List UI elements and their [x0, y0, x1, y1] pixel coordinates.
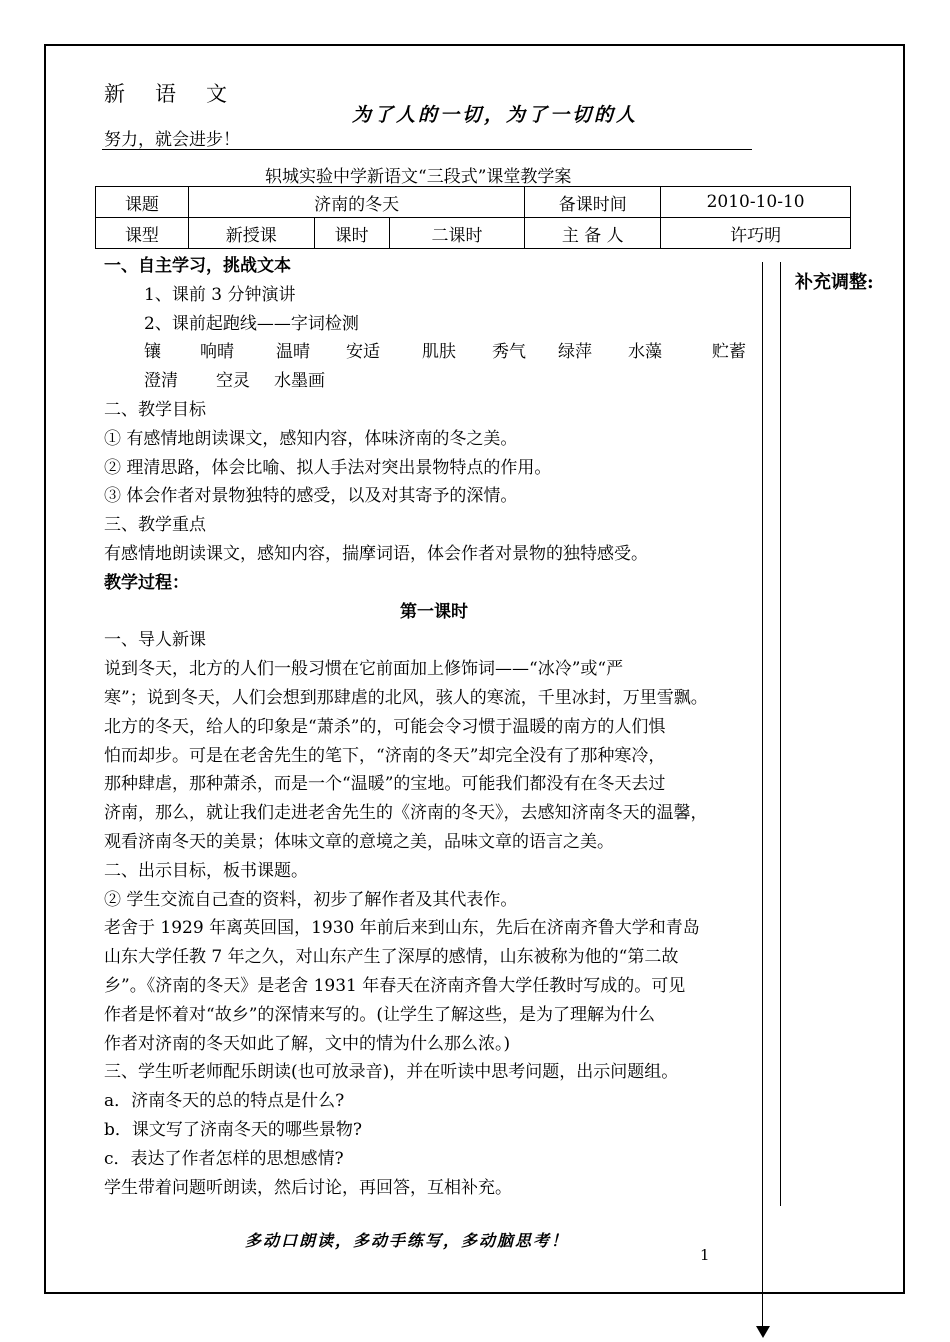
page-number: 1 — [700, 1246, 710, 1264]
lesson-body — [104, 252, 764, 1202]
header-divider — [102, 149, 752, 150]
header-name: 新语文 — [104, 82, 257, 106]
arrow-down-icon — [756, 1326, 770, 1338]
vocab-row-1 — [104, 338, 764, 367]
vocab-word: 空灵 — [216, 371, 250, 392]
intro-line: 观看济南冬天的美景；体味文章的意境之美，品味文章的语言之美。 — [104, 831, 614, 852]
step-2-item: ② 学生交流自己查的资料，初步了解作者及其代表作。 — [104, 889, 518, 910]
goal-1: ① 有感情地朗读课文，感知内容，体味济南的冬之美。 — [104, 428, 518, 449]
vocab-word: 镶 — [144, 342, 161, 363]
header-effort: 努力，就会进步！ — [104, 130, 240, 150]
vocab-word: 水藻 — [628, 342, 662, 363]
author-line: 作者是怀着对“故乡”的深情来写的。(让学生了解这些，是为了理解为什么 — [104, 1004, 656, 1025]
info-row-2 — [96, 218, 851, 249]
process-title: 教学过程： — [104, 572, 189, 593]
vocab-row-2 — [104, 367, 764, 396]
info-row-1 — [96, 187, 851, 218]
section-1-item-1: 1、课前 3 分钟演讲 — [144, 284, 296, 305]
topic-label: 课题 — [96, 187, 189, 218]
vocab-word: 秀气 — [492, 342, 526, 363]
author-line: 山东大学任教 7 年之久，对山东产生了深厚的感情，山东被称为他的“第二故 — [104, 947, 679, 968]
intro-line: 那种肆虐，那种萧杀，而是一个“温暖”的宝地。可能我们都没有在冬天去过 — [104, 774, 666, 795]
goal-2: ② 理清思路，体会比喻、拟人手法对突出景物特点的作用。 — [104, 457, 552, 478]
prep-time-value: 2010-10-10 — [661, 187, 851, 218]
vocab-word: 澄清 — [144, 371, 178, 392]
type-label: 课型 — [96, 218, 189, 249]
vocab-word: 贮蓄 — [712, 342, 746, 363]
intro-line: 北方的冬天，给人的印象是“萧杀”的，可能会令习惯于温暖的南方的人们惧 — [104, 716, 666, 737]
vocab-word: 水墨画 — [274, 371, 325, 392]
question-a: a．济南冬天的总的特点是什么? — [104, 1091, 345, 1112]
intro-line: 寒”；说到冬天，人们会想到那肆虐的北风，骇人的寒流，千里冰封，万里雪飘。 — [104, 687, 708, 708]
sidebar-label: 补充调整: — [795, 272, 874, 293]
section-1-item-2: 2、课前起跑线——字词检测 — [144, 313, 359, 334]
hours-label: 课时 — [314, 218, 389, 249]
step-1-title: 一、导人新课 — [104, 630, 206, 651]
type-value: 新授课 — [188, 218, 314, 249]
lead-value: 许巧明 — [661, 218, 851, 249]
author-line: 作者对济南的冬天如此了解，文中的情为什么那么浓。) — [104, 1033, 511, 1054]
vocab-word: 绿萍 — [558, 342, 592, 363]
author-line: 乡”。《济南的冬天》是老舍 1931 年春天在济南齐鲁大学任教时写成的。可见 — [104, 975, 686, 996]
prep-time-label: 备课时间 — [525, 187, 661, 218]
step-3-title: 三、学生听老师配乐朗读(也可放录音)，并在听读中思考问题，出示问题组。 — [104, 1062, 679, 1083]
section-1-title: 一、自主学习，挑战文本 — [104, 256, 291, 276]
intro-line: 怕而却步。可是在老舍先生的笔下，“济南的冬天”却完全没有了那种寒冷， — [104, 745, 666, 766]
vocab-word: 安适 — [346, 342, 380, 363]
vocab-word: 肌肤 — [422, 342, 456, 363]
info-table — [95, 186, 851, 249]
closing-line: 学生带着问题听朗读，然后讨论，再回答，互相补充。 — [104, 1177, 512, 1198]
footer-slogan: 多动口朗读，多动手练写，多动脑思考！ — [245, 1231, 570, 1250]
vocab-word: 响晴 — [200, 342, 234, 363]
sidebar-divider — [780, 262, 781, 1206]
lead-label: 主 备 人 — [525, 218, 661, 249]
intro-line: 说到冬天，北方的人们一般习惯在它前面加上修饰词——“冰冷”或“严 — [104, 659, 624, 680]
topic-value: 济南的冬天 — [188, 187, 525, 218]
intro-line: 济南，那么，就让我们走进老舍先生的《济南的冬天》，去感知济南冬天的温馨， — [104, 803, 708, 824]
step-2-title: 二、出示目标，板书课题。 — [104, 860, 308, 881]
hours-value: 二课时 — [389, 218, 525, 249]
goal-3: ③ 体会作者对景物独特的感受，以及对其寄予的深情。 — [104, 486, 518, 507]
section-2-title: 二、教学目标 — [104, 399, 206, 420]
key-point: 有感情地朗读课文，感知内容，揣摩词语，体会作者对景物的独特感受。 — [104, 543, 648, 564]
header-motto: 为了人的一切，为了一切的人 — [352, 104, 639, 126]
question-b: b．课文写了济南冬天的哪些景物? — [104, 1119, 362, 1140]
school-title: 轵城实验中学新语文“三段式”课堂教学案 — [265, 167, 572, 187]
question-c: c．表达了作者怎样的思想感情? — [104, 1148, 344, 1169]
author-line: 老舍于 1929 年离英回国，1930 年前后来到山东，先后在济南齐鲁大学和青岛 — [104, 918, 700, 939]
lesson-1-title: 第一课时 — [400, 601, 468, 622]
section-3-title: 三、教学重点 — [104, 515, 206, 536]
vocab-word: 温晴 — [276, 342, 310, 363]
